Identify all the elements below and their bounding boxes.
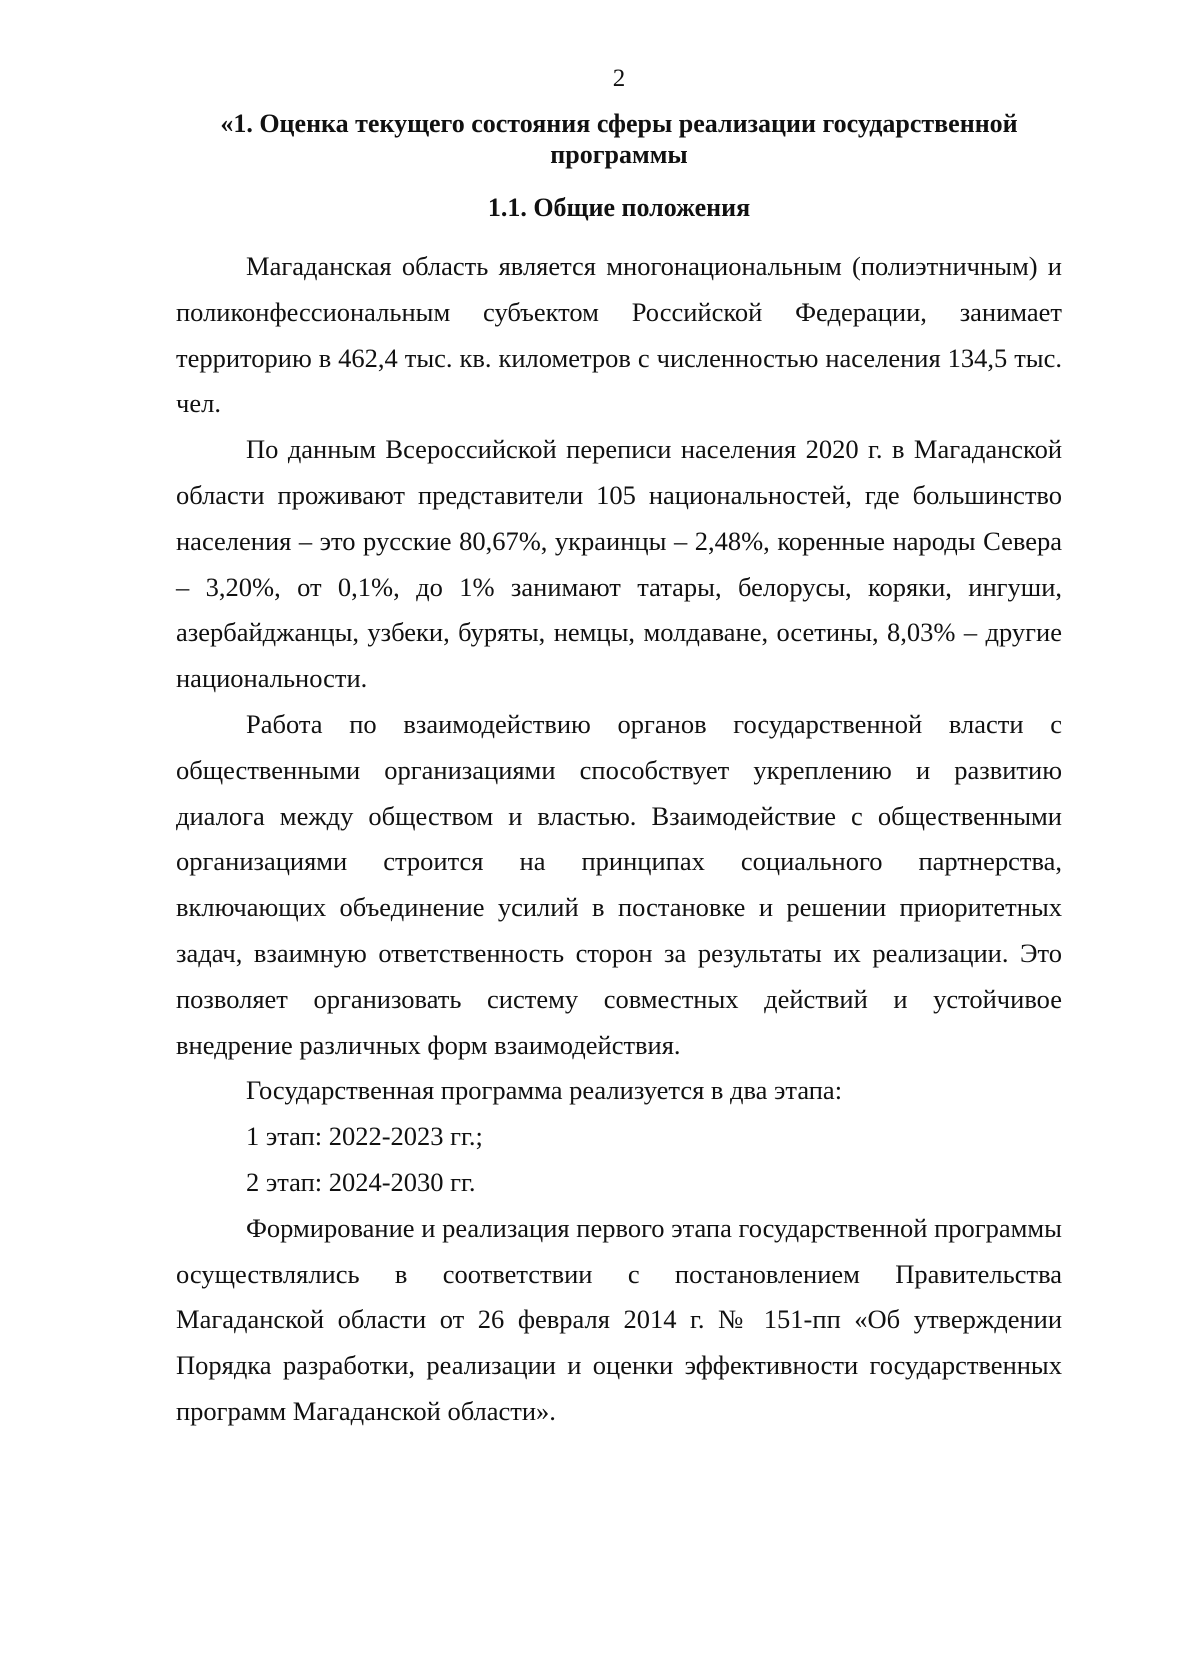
stage-1: 1 этап: 2022-2023 гг.; (246, 1121, 483, 1152)
subsection-heading: 1.1. Общие положения (487, 193, 751, 222)
paragraph-census-data: По данным Всероссийской переписи населения 2020 г. в Магаданской области проживают представители 105 национальностей, где большинство населения – это русские 80,67%, украинцы – 2,48%, коренные народы Севера – 3,20%, от 0,1%, до 1% занимают татары, белорусы, коряки, ингуши, азербайджанцы, узбеки, буряты, немцы, молдаване, осетины, 8,03% – другие национальности. (176, 434, 1062, 694)
paragraph-region-overview: Магаданская область является многонациональным (полиэтничным) и поликонфессиональным субъектом Российской Федерации, занимает территорию в 462,4 тыс. кв. километров с численностью населения 134,5 тыс. чел. (176, 251, 1062, 419)
paragraph-public-organizations: Работа по взаимодействию органов государственной власти с общественными организациями способствует укреплению и развитию диалога между обществом и властью. Взаимодействие с общественными организациями строится на принципах социального партнерства, включающих объединение усилий в постановке и решении приоритетных задач, взаимную ответственность сторон за результаты их реализации. Это позволяет организовать систему совместных действий и устойчивое внедрение различных форм взаимодействия. (176, 708, 1062, 1060)
stage-2: 2 этап: 2024-2030 гг. (246, 1166, 476, 1197)
paragraph-legal-basis: Формирование и реализация первого этапа государственной программы осуществлялись в соответствии с постановлением Правительства Магаданской области от 26 февраля 2014 г. № 151-пп «Об утверждении Порядка разработки, реализации и оценки эффективности государственных программ Магаданской области». (176, 1212, 1062, 1426)
document-body (176, 244, 1062, 1435)
section-heading: «1. Оценка текущего состояния сферы реализации государственной программы (220, 109, 1018, 169)
stages-intro: Государственная программа реализуется в два этапа: (246, 1075, 843, 1106)
page-number: 2 (612, 65, 626, 92)
